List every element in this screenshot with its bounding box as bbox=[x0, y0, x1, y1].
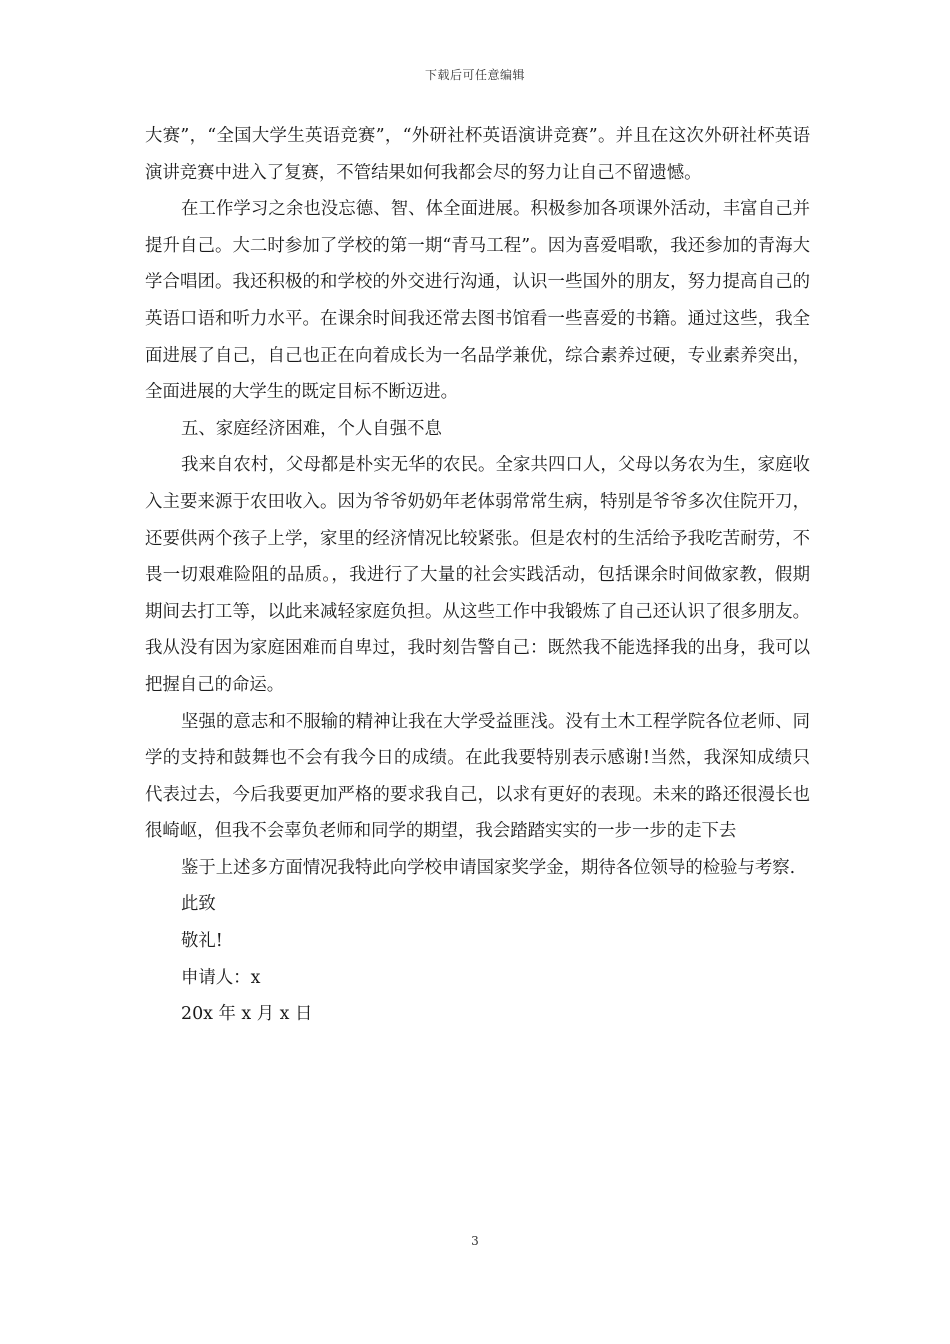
page-number: 3 bbox=[471, 1234, 479, 1248]
paragraph-gratitude: 坚强的意志和不服输的精神让我在大学受益匪浅。没有土木工程学院各位老师、同学的支持和鼓舞也不会有我今日的成绩。在此我要特别表示感谢!当然，我深知成绩只代表过去，今后我要更加严格的要求我自己，以求有更好的表现。未来的路还很漫长也很崎岖，但我不会辜负老师和同学的期望，我会踏踏实实的一步一步的走下去 bbox=[145, 711, 810, 842]
closing-respect: 敬礼! bbox=[181, 931, 223, 952]
section-heading-family-hardship: 五、家庭经济困难，个人自强不息 bbox=[181, 418, 442, 439]
letter-body bbox=[145, 118, 810, 1033]
paragraph-competitions: 大赛”，“全国大学生英语竞赛”，“外研社杯英语演讲竞赛”。并且在这次外研社杯英语演讲竞赛中进入了复赛，不管结果如何我都会尽的努力让自己不留遗憾。 bbox=[145, 126, 810, 183]
closing-salutation: 此致 bbox=[181, 894, 216, 915]
paragraph-all-round-development: 在工作学习之余也没忘德、智、体全面进展。积极参加各项课外活动，丰富自己并提升自己。大二时参加了学校的第一期“青马工程”。因为喜爱唱歌，我还参加的青海大学合唱团。我还积极的和学校的外交进行沟通，认识一些国外的朋友，努力提高自己的英语口语和听力水平。在课余时间我还常去图书馆看一些喜爱的书籍。通过这些，我全面进展了自己，自己也正在向着成长为一名品学兼优，综合素养过硬，专业素养突出，全面进展的大学生的既定目标不断迈进。 bbox=[145, 199, 810, 403]
paragraph-family-background: 我来自农村，父母都是朴实无华的农民。全家共四口人，父母以务农为生，家庭收入主要来源于农田收入。因为爷爷奶奶年老体弱常常生病，特别是爷爷多次住院开刀，还要供两个孩子上学，家里的经济情况比较紧张。但是农村的生活给予我吃苦耐劳，不畏一切艰难险阻的品质。，我进行了大量的社会实践活动，包括课余时间做家教，假期期间去打工等，以此来减轻家庭负担。从这些工作中我锻炼了自己还认识了很多朋友。我从没有因为家庭困难而自卑过，我时刻告警自己：既然我不能选择我的出身，我可以把握自己的命运。 bbox=[145, 455, 810, 695]
application-date: 20x 年 x 月 x 日 bbox=[181, 1004, 313, 1025]
paragraph-application-request: 鉴于上述多方面情况我特此向学校申请国家奖学金，期待各位领导的检验与考察. bbox=[181, 857, 796, 878]
applicant-signature: 申请人：x bbox=[181, 967, 261, 988]
page-header: 下载后可任意编辑 bbox=[424, 68, 525, 82]
